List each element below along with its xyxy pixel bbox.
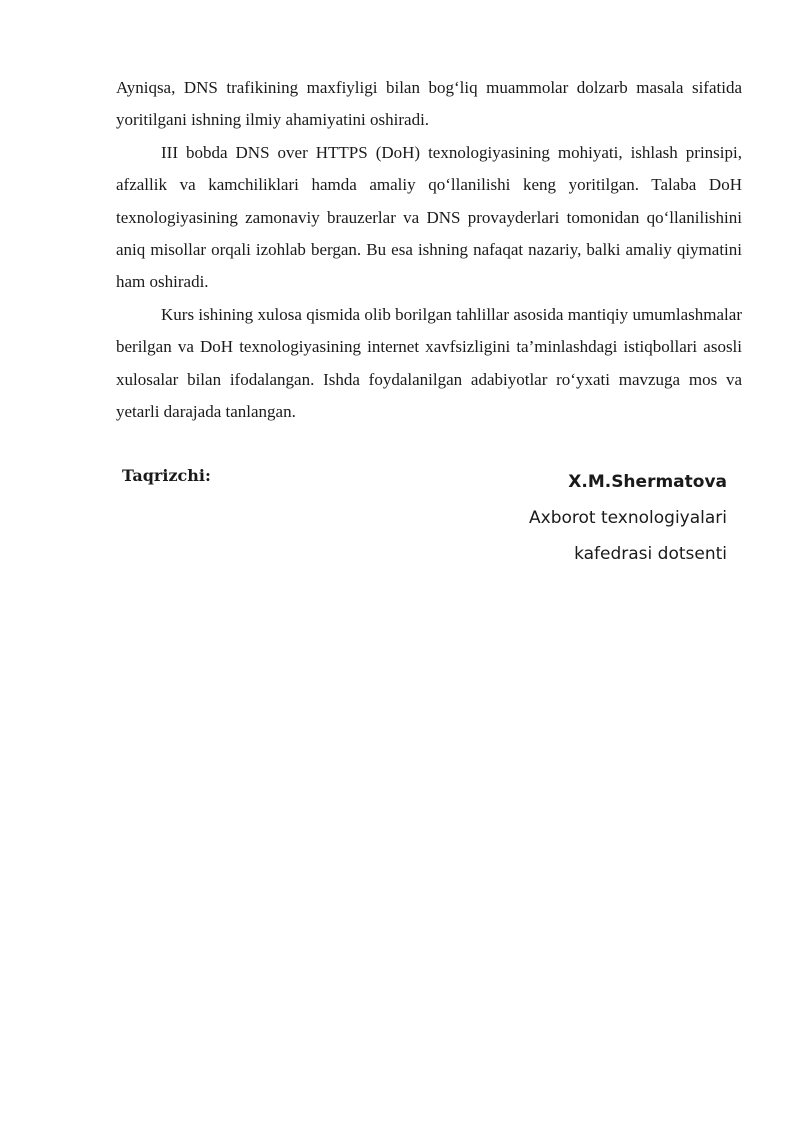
reviewer-position-line2: kafedrasi dotsenti [574,544,727,564]
paragraph-3: Kurs ishining xulosa qismida olib borilgan tahlillar asosida mantiqiy umumlashmalar berilgan va DoH texnologiyasining internet xavfsizligini ta’minlashdagi istiqbollari asosli xulosalar bilan ifodalangan. Ishda foydalanilgan adabiyotlar ro‘yxati mavzuga mos va yetarli darajada tanlangan. [116,304,742,422]
reviewer-name: X.M.Shermatova [568,472,727,492]
paragraph-1: Ayniqsa, DNS trafikining maxfiyligi bilan bog‘liq muammolar dolzarb masala sifatida yoritilgani ishning ilmiy ahamiyatini oshiradi. [116,78,742,130]
reviewer-signature-block [529,464,727,572]
reviewer-label: Taqrizchi: [122,466,211,485]
reviewer-position-line1: Axborot texnologiyalari [529,508,727,528]
body-text [116,72,742,428]
paragraph-2: III bobda DNS over HTTPS (DoH) texnologiyasining mohiyati, ishlash prinsipi, afzallik va kamchiliklari hamda amaliy qo‘llanilishi keng yoritilgan. Talaba DoH texnologiyasining zamonaviy brauzerlar va DNS provayderlari tomonidan qo‘llanilishini aniq misollar orqali izohlab bergan. Bu esa ishning nafaqat nazariy, balki amaliy qiymatini ham oshiradi. [116,142,742,292]
